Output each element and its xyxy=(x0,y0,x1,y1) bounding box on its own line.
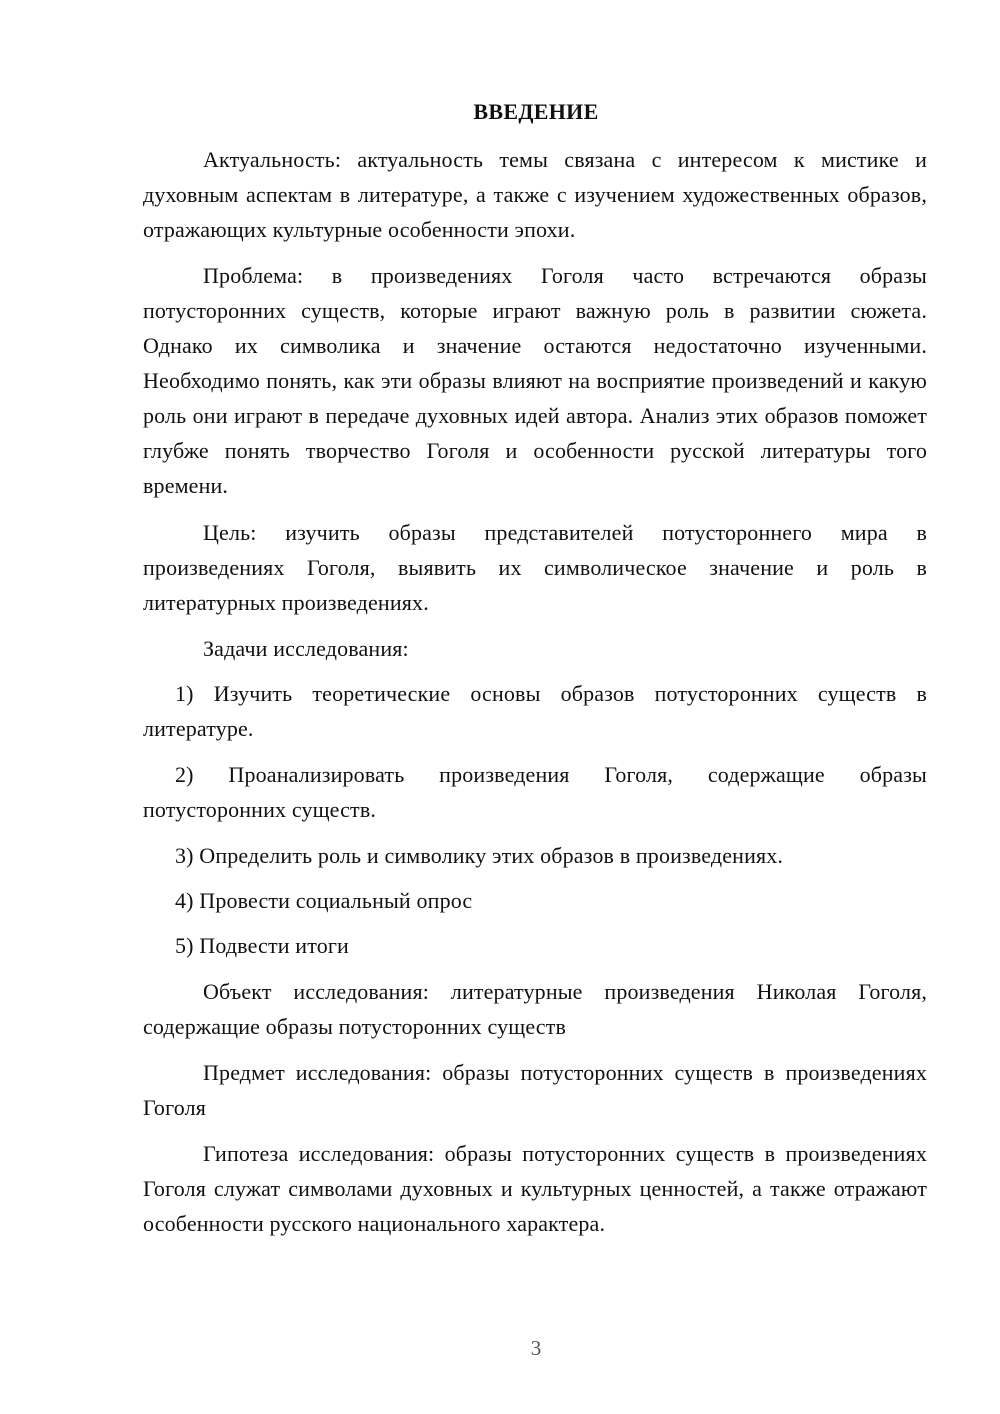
subject-paragraph: Предмет исследования: образы потусторонних существ в произведениях Гоголя xyxy=(143,1060,927,1120)
relevance-paragraph: Актуальность: актуальность темы связана с интересом к мистике и духовным аспектам в литературе, а также с изучением художественных образов, отражающих культурные особенности эпохи. xyxy=(143,147,927,242)
task-item-1: 1) Изучить теоретические основы образов потусторонних существ в литературе. xyxy=(143,681,927,741)
page-number: 3 xyxy=(530,1336,542,1360)
tasks-heading: Задачи исследования: xyxy=(203,636,409,661)
task-item-5: 5) Подвести итоги xyxy=(175,933,349,958)
object-paragraph: Объект исследования: литературные произведения Николая Гоголя, содержащие образы потусторонних существ xyxy=(143,979,927,1039)
hypothesis-paragraph: Гипотеза исследования: образы потусторонних существ в произведениях Гоголя служат символами духовных и культурных ценностей, а также отражают особенности русского национального характера. xyxy=(143,1141,927,1236)
task-item-2: 2) Проанализировать произведения Гоголя, содержащие образы потусторонних существ. xyxy=(143,762,927,822)
goal-paragraph: Цель: изучить образы представителей потустороннего мира в произведениях Гоголя, выявить их символическое значение и роль в литературных произведениях. xyxy=(143,520,927,615)
task-item-3: 3) Определить роль и символику этих образов в произведениях. xyxy=(175,843,784,868)
problem-paragraph: Проблема: в произведениях Гоголя часто встречаются образы потусторонних существ, которые играют важную роль в развитии сюжета. Однако их символика и значение остаются недостаточно изученными. Необходимо понять, как эти образы влияют на восприятие произведений и какую роль они играют в передаче духовных идей автора. Анализ этих образов поможет глубже понять творчество Гоголя и особенности русской литературы того времени. xyxy=(143,263,927,498)
section-title: ВВЕДЕНИЕ xyxy=(473,99,599,124)
task-item-4: 4) Провести социальный опрос xyxy=(175,888,473,913)
